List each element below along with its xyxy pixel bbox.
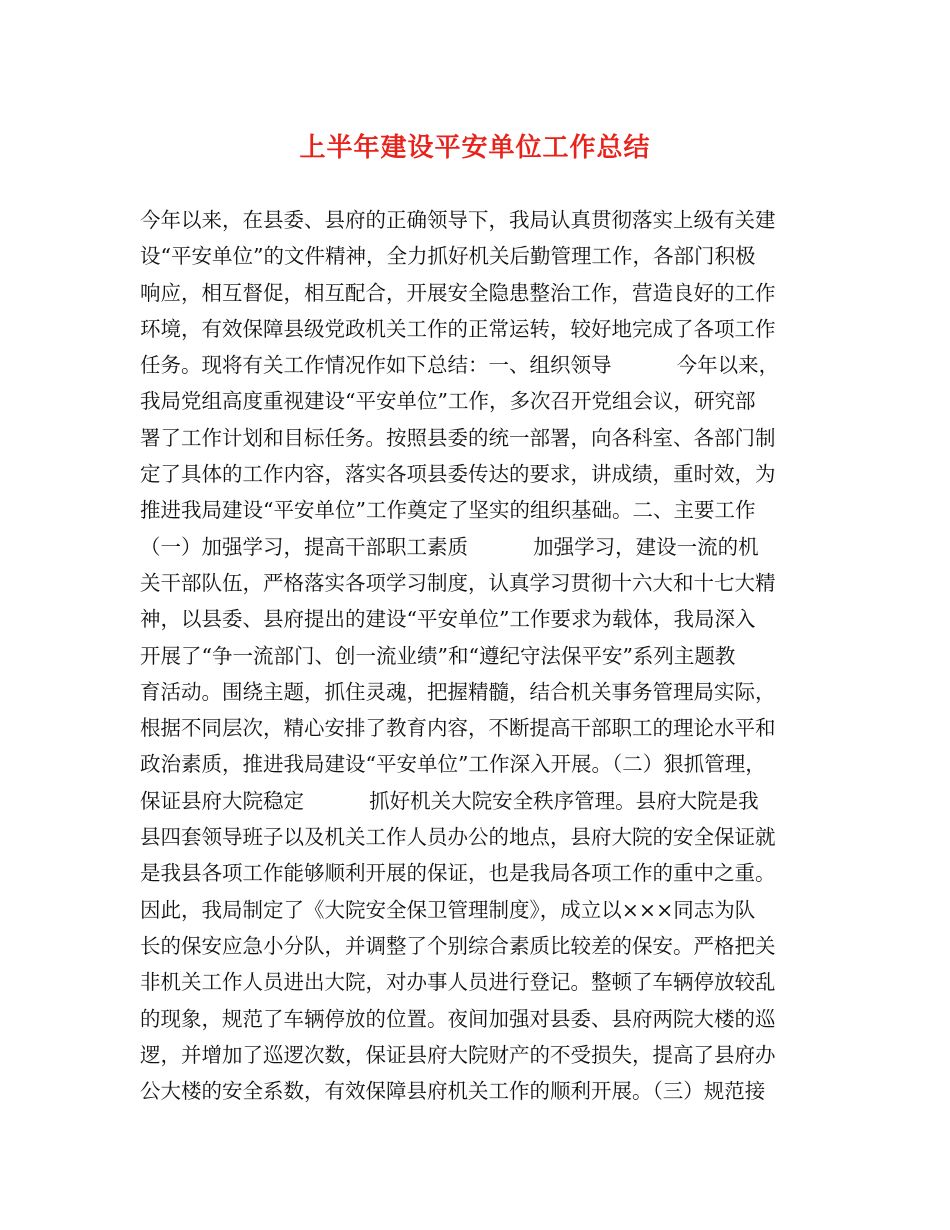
body-line: 的现象，规范了车辆停放的位置。夜间加强对县委、县府两院大楼的巡 — [140, 1006, 776, 1031]
body-line: 关干部队伍，严格落实各项学习制度，认真学习贯彻十六大和十七大精 — [140, 570, 776, 595]
body-line: 响应，相互督促，相互配合，开展安全隐患整治工作，营造良好的工作 — [140, 280, 776, 305]
body-line: 公大楼的安全系数，有效保障县府机关工作的顺利开展。（三）规范接 — [140, 1079, 766, 1104]
document-title: 上半年建设平安单位工作总结 — [299, 133, 651, 163]
body-line: 神，以县委、县府提出的建设“平安单位”工作要求为载体，我局深入 — [140, 607, 756, 632]
body-line: 今年以来，在县委、县府的正确领导下，我局认真贯彻落实上级有关建 — [140, 208, 776, 232]
body-line: 环境，有效保障县级党政机关工作的正常运转，较好地完成了各项工作 — [140, 316, 776, 341]
body-line: 署了工作计划和目标任务。按照县委的统一部署，向各科室、各部门制 — [140, 425, 776, 450]
body-line: 是我县各项工作能够顺利开展的保证，也是我局各项工作的重中之重。 — [140, 861, 776, 886]
body-line: 育活动。围绕主题，抓住灵魂，把握精髓，结合机关事务管理局实际， — [140, 679, 776, 704]
body-line: 政治素质，推进我局建设“平安单位”工作深入开展。（二）狠抓管理， — [140, 752, 766, 777]
body-line: 因此，我局制定了《大院安全保卫管理制度》，成立以×××同志为队 — [140, 897, 756, 922]
document-body — [140, 202, 820, 1109]
body-line: 设“平安单位”的文件精神，全力抓好机关后勤管理工作，各部门积极 — [140, 244, 756, 269]
body-line: 保证县府大院稳定 抓好机关大院安全秩序管理。县府大院是我 — [140, 788, 759, 813]
body-line: 县四套领导班子以及机关工作人员办公的地点，县府大院的安全保证就 — [140, 825, 776, 850]
body-line: 定了具体的工作内容，落实各项县委传达的要求，讲成绩，重时效，为 — [140, 462, 776, 487]
body-line: 开展了“争一流部门、创一流业绩”和“遵纪守法保平安”系列主题教 — [140, 643, 736, 668]
body-line: 我局党组高度重视建设“平安单位”工作，多次召开党组会议，研究部 — [140, 389, 756, 414]
body-line: 逻，并增加了巡逻次数，保证县府大院财产的不受损失，提高了县府办 — [140, 1042, 776, 1067]
body-line: 非机关工作人员进出大院，对办事人员进行登记。整顿了车辆停放较乱 — [140, 970, 776, 995]
body-line: 任务。现将有关工作情况作如下总结：一、组织领导 今年以来， — [140, 353, 780, 378]
body-line: 长的保安应急小分队，并调整了个别综合素质比较差的保安。严格把关 — [140, 933, 776, 958]
body-line: （一）加强学习，提高干部职工素质 加强学习，建设一流的机 — [140, 534, 759, 559]
body-line: 根据不同层次，精心安排了教育内容，不断提高干部职工的理论水平和 — [140, 716, 776, 741]
body-line: 推进我局建设“平安单位”工作奠定了坚实的组织基础。二、主要工作 — [140, 498, 756, 523]
